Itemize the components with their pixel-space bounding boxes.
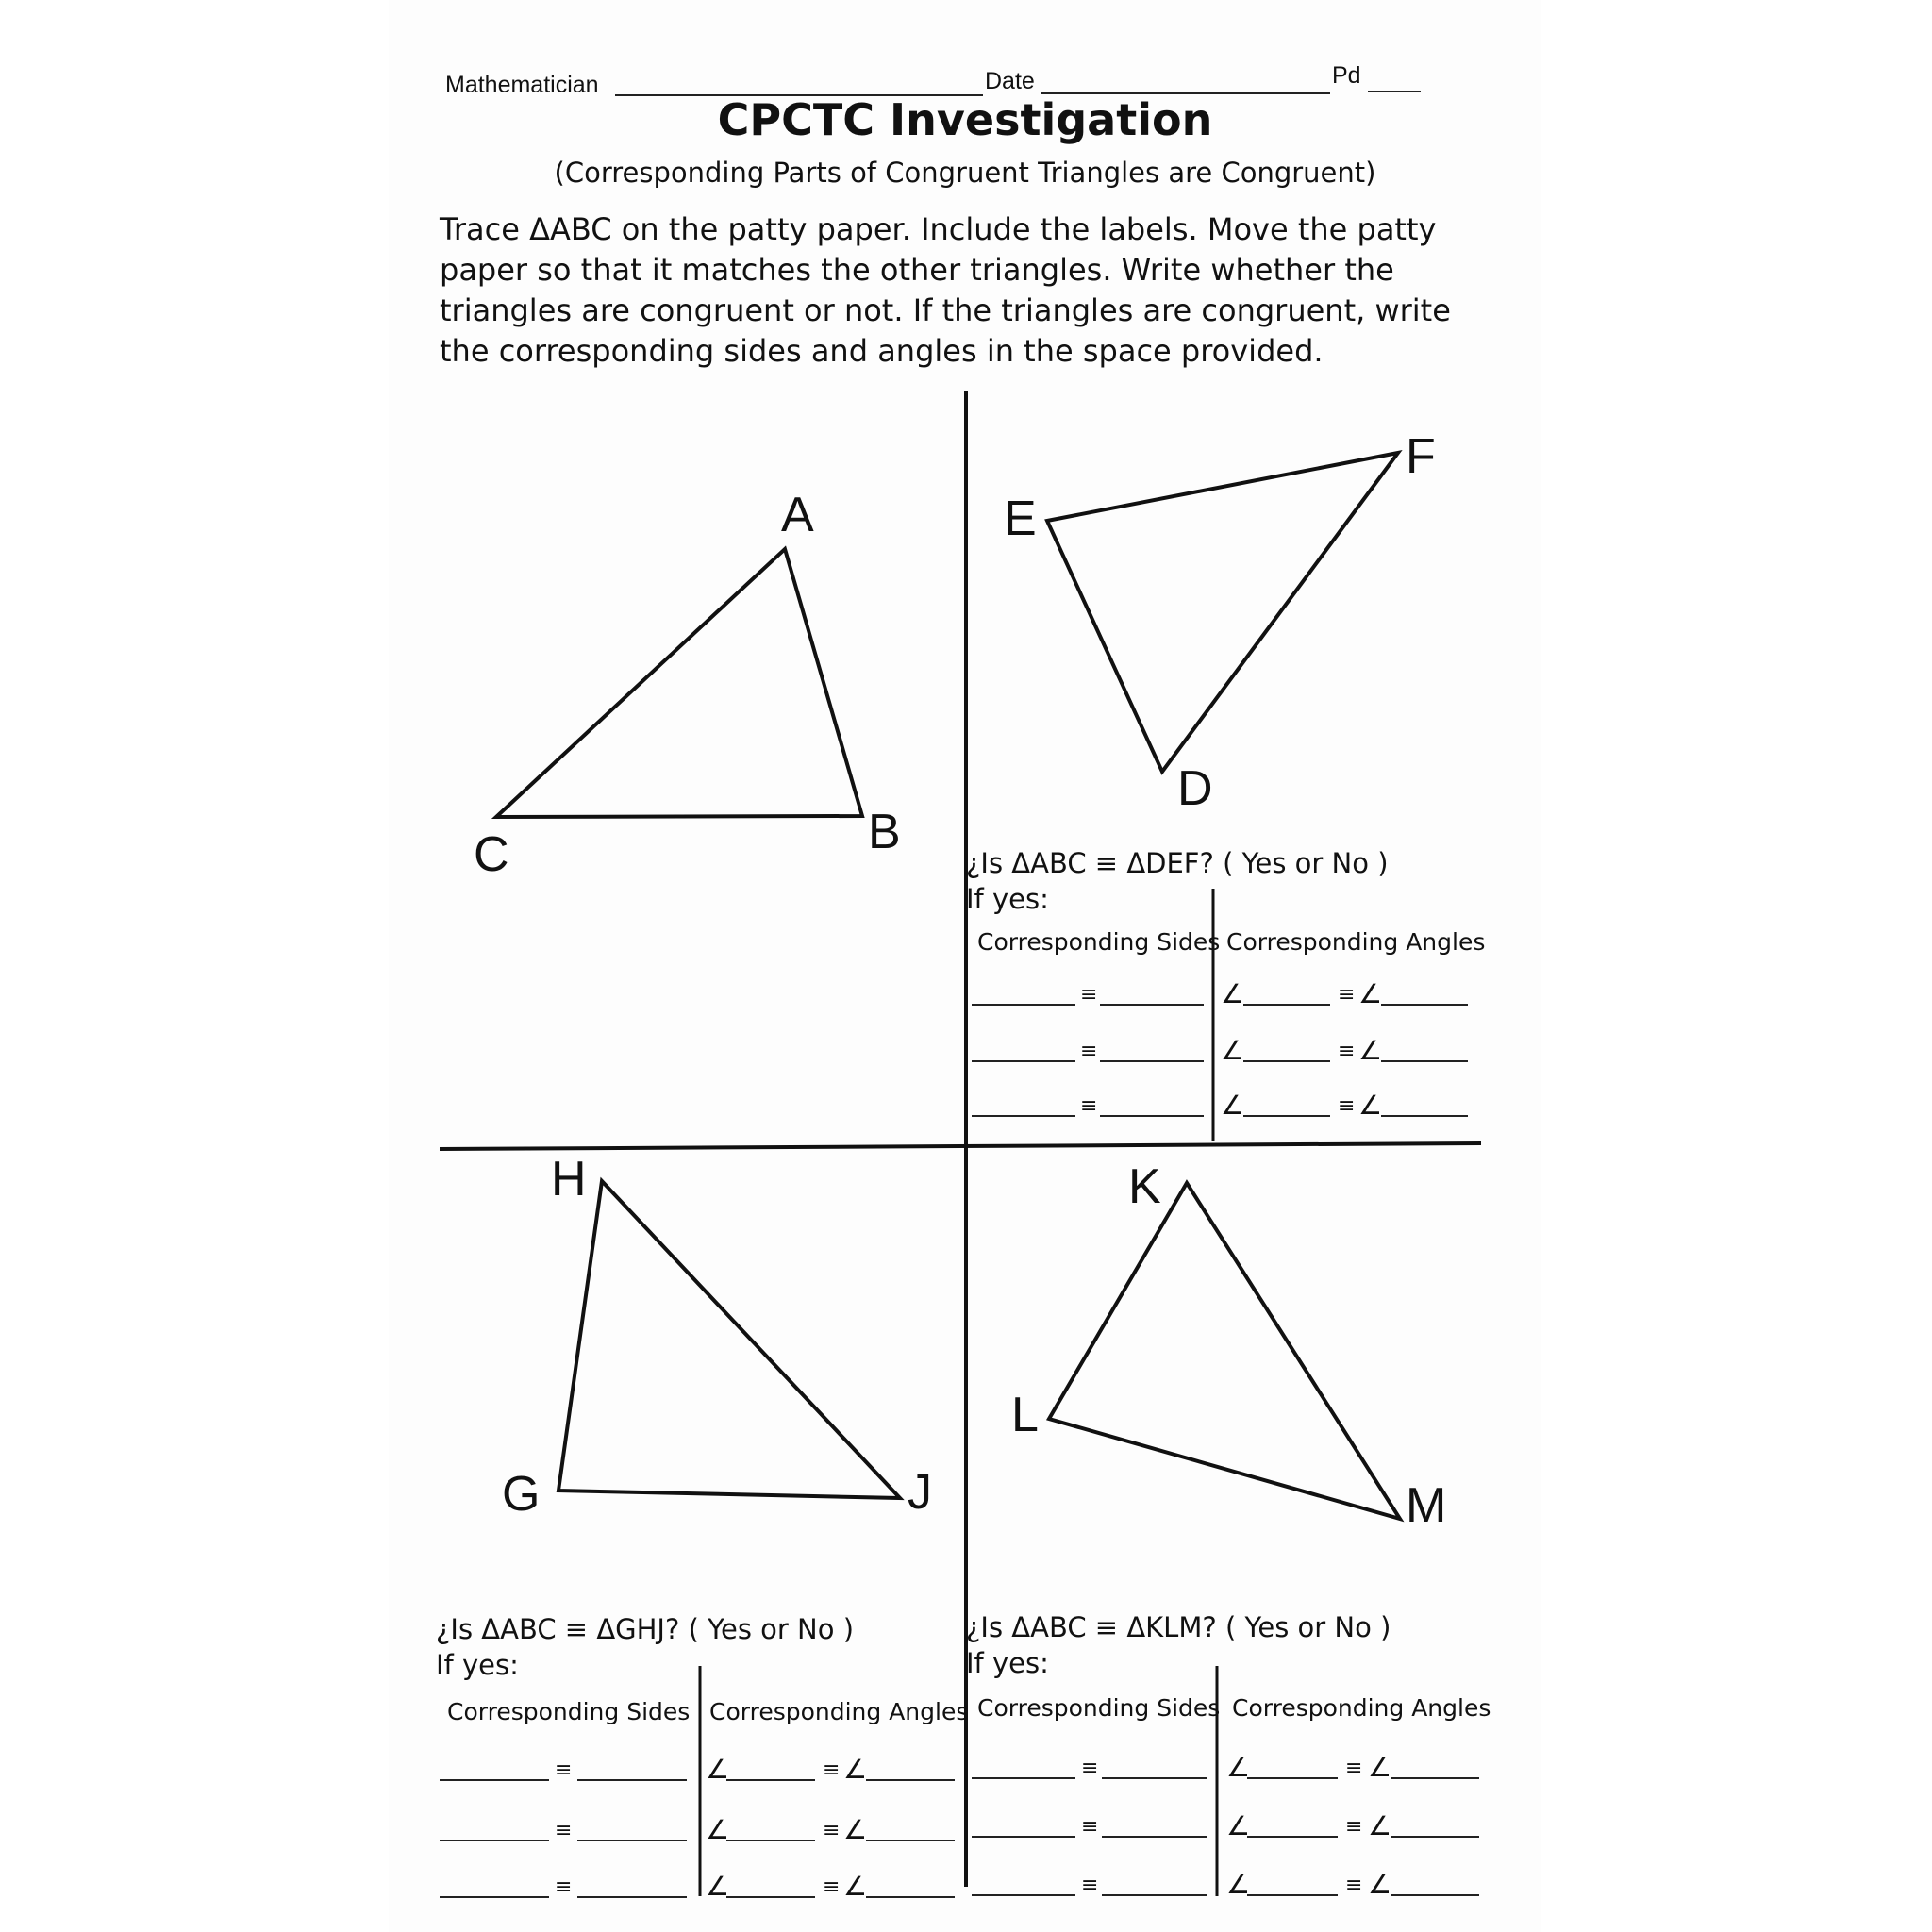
sides-header-klm: Corresponding Sides (977, 1694, 1221, 1722)
angles-header-def: Corresponding Angles (1226, 928, 1486, 956)
congruent-symbol: ≡ (1338, 1094, 1356, 1118)
angle-blank[interactable] (1381, 1060, 1468, 1062)
angle-blank[interactable] (1391, 1894, 1479, 1896)
page-subtitle: (Corresponding Parts of Congruent Triangles are Congruent) (554, 157, 1376, 189)
period-label: Pd (1332, 62, 1361, 89)
angle-blank[interactable] (1243, 1115, 1330, 1117)
triangle-def (1047, 453, 1398, 772)
angle-blank[interactable] (726, 1840, 815, 1841)
side-blank[interactable] (1102, 1836, 1208, 1838)
congruent-symbol: ≡ (823, 1875, 841, 1899)
vertex-label-g: G (502, 1467, 541, 1522)
angle-blank[interactable] (726, 1779, 815, 1781)
congruent-symbol: ≡ (555, 1819, 573, 1842)
vertex-label-j: J (908, 1465, 932, 1520)
congruent-symbol: ≡ (1345, 1815, 1363, 1839)
angle-blank[interactable] (1247, 1894, 1338, 1896)
side-blank[interactable] (972, 1115, 1075, 1117)
side-blank[interactable] (972, 1777, 1075, 1779)
congruent-symbol: ≡ (1345, 1874, 1363, 1897)
congruent-symbol: ≡ (1080, 983, 1098, 1007)
sides-header-def: Corresponding Sides (977, 928, 1221, 956)
side-blank[interactable] (972, 1894, 1075, 1896)
triangle-klm (1049, 1183, 1400, 1519)
angle-symbol: ∠ (706, 1871, 730, 1902)
if-yes-klm: If yes: (966, 1647, 1049, 1679)
vertex-label-c: C (474, 827, 509, 882)
side-blank[interactable] (972, 1060, 1075, 1062)
congruent-symbol: ≡ (1080, 1094, 1098, 1118)
angle-symbol: ∠ (1358, 1035, 1383, 1066)
vertex-label-d: D (1177, 761, 1213, 816)
angle-blank[interactable] (1247, 1777, 1338, 1779)
instructions-line: paper so that it matches the other triangles. Write whether the (440, 252, 1394, 288)
congruent-symbol: ≡ (1338, 983, 1356, 1007)
angle-blank[interactable] (1247, 1836, 1338, 1838)
if-yes-ghj: If yes: (436, 1649, 519, 1681)
triangle-ghj (558, 1181, 900, 1498)
vertex-label-k: K (1128, 1159, 1161, 1214)
angle-symbol: ∠ (1358, 1090, 1383, 1121)
vertex-label-m: M (1406, 1478, 1447, 1533)
angle-blank[interactable] (866, 1779, 955, 1781)
side-blank[interactable] (577, 1896, 687, 1898)
angle-symbol: ∠ (1221, 1035, 1245, 1066)
angle-blank[interactable] (1391, 1836, 1479, 1838)
angle-blank[interactable] (1381, 1115, 1468, 1117)
question-def: ¿Is ΔABC ≡ ΔDEF? ( Yes or No ) (966, 847, 1389, 879)
congruent-symbol: ≡ (1345, 1757, 1363, 1780)
congruent-symbol: ≡ (823, 1758, 841, 1782)
sides-header-ghj: Corresponding Sides (447, 1698, 691, 1725)
side-blank[interactable] (972, 1004, 1075, 1006)
angle-blank[interactable] (866, 1840, 955, 1841)
angle-symbol: ∠ (843, 1871, 868, 1902)
horizontal-divider (440, 1143, 1481, 1149)
angle-symbol: ∠ (1221, 978, 1245, 1009)
angles-header-klm: Corresponding Angles (1232, 1694, 1491, 1722)
congruent-symbol: ≡ (1081, 1815, 1099, 1839)
instructions-line: Trace ΔABC on the patty paper. Include the labels. Move the patty (440, 211, 1437, 247)
triangle-abc (496, 549, 862, 817)
side-blank[interactable] (440, 1840, 549, 1841)
side-blank[interactable] (577, 1779, 687, 1781)
side-blank[interactable] (440, 1896, 549, 1898)
instructions-line: triangles are congruent or not. If the triangles are congruent, write (440, 292, 1451, 328)
angle-symbol: ∠ (1368, 1869, 1392, 1900)
angle-symbol: ∠ (706, 1814, 730, 1845)
side-blank[interactable] (1100, 1060, 1204, 1062)
angle-blank[interactable] (1391, 1777, 1479, 1779)
angles-header-ghj: Corresponding Angles (709, 1698, 969, 1725)
angle-symbol: ∠ (1368, 1752, 1392, 1783)
angle-symbol: ∠ (843, 1814, 868, 1845)
angle-symbol: ∠ (1221, 1090, 1245, 1121)
side-blank[interactable] (972, 1836, 1075, 1838)
side-blank[interactable] (1102, 1894, 1208, 1896)
side-blank[interactable] (1100, 1115, 1204, 1117)
side-blank[interactable] (577, 1840, 687, 1841)
date-label: Date (985, 68, 1035, 94)
angle-symbol: ∠ (1226, 1752, 1251, 1783)
congruent-symbol: ≡ (823, 1819, 841, 1842)
angle-symbol: ∠ (706, 1754, 730, 1785)
side-blank[interactable] (440, 1779, 549, 1781)
angle-symbol: ∠ (1358, 978, 1383, 1009)
angle-blank[interactable] (1381, 1004, 1468, 1006)
vertex-label-l: L (1011, 1388, 1039, 1442)
instructions-line: the corresponding sides and angles in the space provided. (440, 333, 1324, 369)
angle-blank[interactable] (726, 1896, 815, 1898)
vertex-label-e: E (1004, 491, 1037, 546)
angle-symbol: ∠ (1226, 1810, 1251, 1841)
vertex-label-h: H (551, 1152, 587, 1207)
angle-symbol: ∠ (843, 1754, 868, 1785)
congruent-symbol: ≡ (1081, 1874, 1099, 1897)
page-title: CPCTC Investigation (717, 94, 1213, 145)
angle-symbol: ∠ (1368, 1810, 1392, 1841)
question-ghj: ¿Is ΔABC ≡ ΔGHJ? ( Yes or No ) (436, 1613, 855, 1645)
angle-blank[interactable] (1243, 1060, 1330, 1062)
angle-symbol: ∠ (1226, 1869, 1251, 1900)
congruent-symbol: ≡ (555, 1758, 573, 1782)
congruent-symbol: ≡ (1081, 1757, 1099, 1780)
question-klm: ¿Is ΔABC ≡ ΔKLM? ( Yes or No ) (966, 1611, 1391, 1643)
congruent-symbol: ≡ (1080, 1040, 1098, 1063)
vertex-label-f: F (1406, 429, 1436, 484)
mathematician-label: Mathematician (445, 72, 599, 98)
angle-blank[interactable] (866, 1896, 955, 1898)
vertex-label-a: A (781, 488, 814, 542)
side-blank[interactable] (1100, 1004, 1204, 1006)
angle-blank[interactable] (1243, 1004, 1330, 1006)
vertex-label-b: B (868, 805, 901, 859)
congruent-symbol: ≡ (555, 1875, 573, 1899)
if-yes-def: If yes: (966, 883, 1049, 915)
side-blank[interactable] (1102, 1777, 1208, 1779)
congruent-symbol: ≡ (1338, 1040, 1356, 1063)
